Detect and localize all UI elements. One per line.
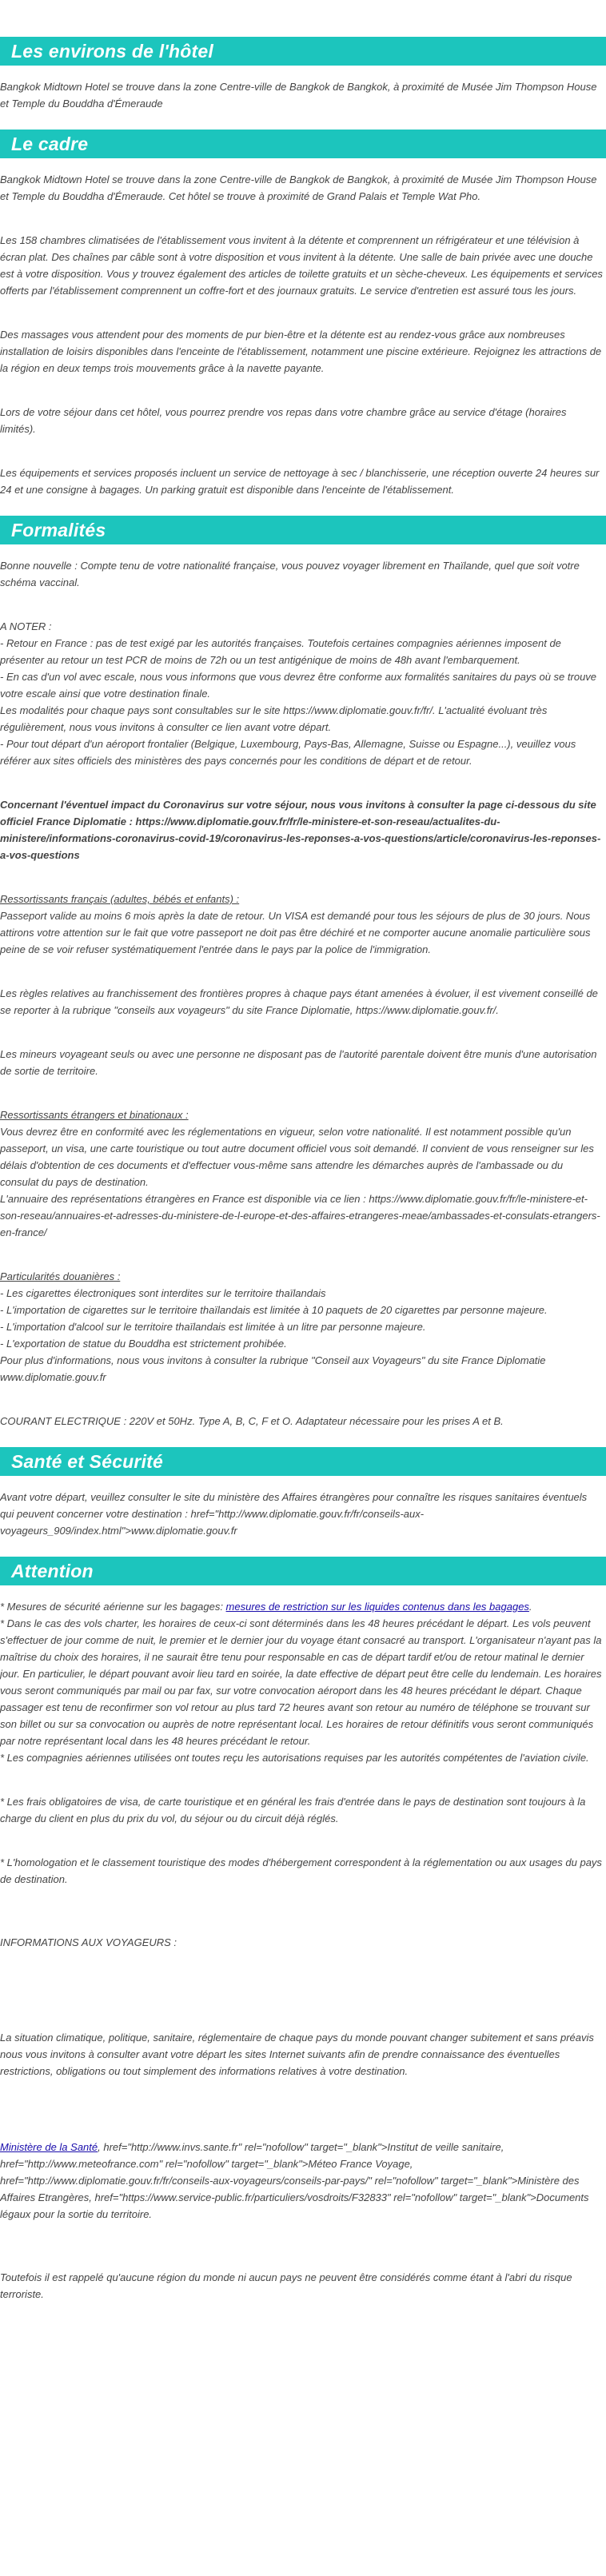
note-block	[0, 618, 604, 769]
securite-suffix: .	[528, 1601, 532, 1613]
cadre-paragraph: Des massages vous attendent pour des moments de pur bien-être et la détente est au rendez-vous grâce aux nombreuses installation de loisirs disponibles dans l'enceinte de l'établissement, notamment une piscine extérieure. Rejoignez les attractions de la région en deux temps trois mouvements grâce à la navette payante.	[0, 329, 602, 374]
liquids-restriction-link[interactable]: mesures de restriction sur les liquides contenus dans les bagages	[225, 1601, 529, 1613]
ressortissants-fr-text: Passeport valide au moins 6 mois après la date de retour. Un VISA est demandé pour tous les séjours de plus de 30 jours. Nous attirons votre attention sur le fait que votre passeport ne doit pas être déchiré et ne comporter aucune anomalie particulière sous peine de se voir refuser systématiquement l'entrée dans le pays par la police de l'immigration.	[0, 910, 591, 955]
note-line: - Pour tout départ d'un aéroport frontalier (Belgique, Luxembourg, Pays-Bas, Allemagne, Suisse ou Espagne...), veuillez vous référer aux sites officiels des ministères des pays concernés pour les conditions de départ et de retour.	[0, 738, 576, 767]
sites-text: , href="http://www.invs.sante.fr" rel="nofollow" target="_blank">Institut de veille sanitaire, href="http://www.meteofrance.com" rel="nofollow" target="_blank">Méteo France Voyage, href="http://www.diplomatie.gouv.fr/fr/conseils-aux-voyageurs/conseils-par-pays/" rel="nofollow" target="_blank">Ministère des Affaires Etrangères, href="https://www.service-public.fr/particuliers/vosdroits/F32833" rel="nofollow" target="_blank">Documents légaux pour la sortie du territoire.	[0, 2141, 589, 2220]
note-line: - En cas d'un vol avec escale, nous vous informons que vous devrez être conforme aux formalités sanitaires du pays où se trouve votre escale ainsi que votre destination finale.	[0, 671, 597, 700]
douane-line: - L'importation d'alcool sur le territoire thaïlandais est limitée à un litre par personne majeure.	[0, 1321, 426, 1333]
ministere-sante-link[interactable]: Ministère de la Santé	[0, 2141, 98, 2153]
attention-content	[0, 1598, 606, 2303]
cadre-content	[0, 171, 606, 498]
douane-line: - Les cigarettes électroniques sont interdites sur le territoire thaïlandais	[0, 1287, 326, 1299]
douane-title: Particularités douanières :	[0, 1270, 121, 1282]
sante-content	[0, 1489, 606, 1539]
situation-line: La situation climatique, politique, sanitaire, réglementaire de chaque pays du monde pouvant changer subitement et sans préavis	[0, 2032, 594, 2044]
terrorisme-text: Toutefois il est rappelé qu'aucune région du monde ni aucun pays ne peuvent être considérés comme étant à l'abri du risque terroriste.	[0, 2271, 572, 2300]
sites-block	[0, 2139, 604, 2223]
sante-text: Avant votre départ, veuillez consulter le site du ministère des Affaires étrangères pour connaître les risques sanitaires éventuels qui peuvent concerner votre destination : href="http://www.diplomatie.gouv.fr/fr/conseils-aux-voyageurs_909/index.html">www.diplomatie.gouv.fr	[0, 1491, 588, 1537]
attention-list	[0, 1598, 604, 1766]
note-line: Les modalités pour chaque pays sont consultables sur le site https://www.diplomatie.gouv.fr/fr/. L'actualité évoluant très régulièrement, nous vous invitons à consulter ce lien avant votre départ.	[0, 704, 548, 733]
section-title-formalites: Formalités	[0, 516, 606, 544]
page	[0, 37, 606, 2336]
section-title-environs: Les environs de l'hôtel	[0, 37, 606, 66]
situation-block	[0, 2029, 604, 2080]
situation-line: nous vous invitons à consulter avant votre départ les sites Internet suivants afin de prendre connaissance des éventuelles restrictions, obligations ou tout simplement des informations relatives à votre destination.	[0, 2048, 560, 2077]
courant-text: COURANT ELECTRIQUE : 220V et 50Hz. Type A, B, C, F et O. Adaptateur nécessaire pour les prises A et B.	[0, 1415, 504, 1427]
douane-line: - L'exportation de statue du Bouddha est strictement prohibée.	[0, 1338, 287, 1350]
cadre-paragraph: Lors de votre séjour dans cet hôtel, vous pourrez prendre vos repas dans votre chambre grâce au service d'étage (horaires limités).	[0, 406, 567, 435]
section-title-cadre: Le cadre	[0, 130, 606, 158]
frais-item: * Les frais obligatoires de visa, de carte touristique et en général les frais d'entrée dans le pays de destination sont toujours à la charge du client en plus du prix du vol, du séjour ou du circuit déjà réglés.	[0, 1796, 586, 1824]
homologation-item: * L'homologation et le classement touristique des modes d'hébergement correspondent à la réglementation ou aux usages du pays de destination.	[0, 1856, 602, 1885]
securite-prefix: * Mesures de sécurité aérienne sur les bagages:	[0, 1601, 226, 1613]
cadre-paragraph: Les équipements et services proposés incluent un service de nettoyage à sec / blanchisserie, une réception ouverte 24 heures sur 24 et une consigne à bagages. Un parking gratuit est disponible dans l'enceinte de l'établissement.	[0, 467, 600, 496]
cadre-paragraph: Bangkok Midtown Hotel se trouve dans la zone Centre-ville de Bangkok de Bangkok, à proximité de Musée Jim Thompson House et Temple du Bouddha d'Émeraude. Cet hôtel se trouve à proximité de Grand Palais et Temple Wat Pho.	[0, 173, 597, 202]
formalites-intro: Bonne nouvelle : Compte tenu de votre nationalité française, vous pouvez voyager librement en Thaïlande, quel que soit votre schéma vaccinal.	[0, 560, 580, 588]
compagnies-item: * Les compagnies aériennes utilisées ont toutes reçu les autorisations requises par les autorités compétentes de l'aviation civile.	[0, 1752, 589, 1764]
regles-text: Les règles relatives au franchissement des frontières propres à chaque pays étant amenées à évoluer, il est vivement conseillé de se reporter à la rubrique "conseils aux voyageurs" du site France Diplomatie, https://www.diplomatie.gouv.fr/.	[0, 987, 598, 1016]
cadre-paragraph: Les 158 chambres climatisées de l'établissement vous invitent à la détente et comprennent un réfrigérateur et une télévision à écran plat. Des chaînes par câble sont à votre disposition et vous invitent à la détente. Une salle de bain privée avec une douche est à votre disposition. Vous y trouvez également des articles de toilette gratuits et un sèche-cheveux. Les équipements et services offerts par l'établissement comprennent un coffre-fort et des journaux gratuits. Le service d'entretien est assuré tous les jours.	[0, 234, 603, 297]
formalites-content	[0, 557, 606, 1430]
douane-block	[0, 1268, 604, 1386]
covid-notice: Concernant l'éventuel impact du Coronavirus sur votre séjour, nous vous invitons à consulter la page ci-dessous du site officiel France Diplomatie : https://www.diplomatie.gouv.fr/fr/le-ministere-et-son-reseau/actualites-du-ministere/informations-coronavirus-covid-19/coronavirus-les-reponses-a-vos-questions/article/coronavirus-les-reponses-a-vos-questions	[0, 799, 601, 861]
charter-item: * Dans le cas des vols charter, les horaires de ceux-ci sont déterminés dans les 48 heures précédant le départ. Les vols peuvent s'effectuer de jour comme de nuit, le premier et le dernier jour du voyage étant consacré au transport. L'organisateur n'ayant pas la maîtrise du choix des horaires, il ne saurait être tenu pour responsable en cas de départ tardif et/ou de retour matinal le dernier jour. En particulier, le départ pouvant avoir lieu tard en soirée, la date effective de départ peut être celle du lendemain. Les horaires vous seront communiqués par mail ou par fax, sur votre convocation aéroport dans les 48 heures précédant le départ. Chaque passager est tenu de reconfirmer son vol retour au plus tard 72 heures avant son retour au numéro de téléphone se trouvant sur son billet ou sur sa convocation ou auprès de notre représentant local. Les horaires de retour définitifs vous seront communiqués par notre représentant local dans les 48 heures précédant le retour.	[0, 1617, 602, 1747]
ressortissants-etr-title: Ressortissants étrangers et binationaux :	[0, 1109, 189, 1121]
environs-content	[0, 78, 606, 112]
ressortissants-etr-block	[0, 1107, 604, 1241]
mineurs-text: Les mineurs voyageant seuls ou avec une personne ne disposant pas de l'autorité parentale doivent être munis d'une autorisation de sortie de territoire.	[0, 1048, 597, 1077]
annuaire-text: L'annuaire des représentations étrangères en France est disponible via ce lien : https://www.diplomatie.gouv.fr/fr/le-ministere-et-son-reseau/annuaires-et-adresses-du-ministere-de-l-europe-et-des-affaires-etrangeres-meae/ambassades-et-consulats-etrangers-en-france/	[0, 1193, 600, 1238]
douane-line: Pour plus d'informations, nous vous invitons à consulter la rubrique "Conseil aux Voyageurs" du site France Diplomatie www.diplomatie.gouv.fr	[0, 1354, 546, 1383]
section-title-attention: Attention	[0, 1557, 606, 1585]
ressortissants-fr-block	[0, 891, 604, 958]
douane-line: - L'importation de cigarettes sur le territoire thaïlandais est limitée à 10 paquets de 20 cigarettes par personne majeure.	[0, 1304, 548, 1316]
info-title: INFORMATIONS AUX VOYAGEURS :	[0, 1936, 177, 1948]
securite-item	[0, 1598, 604, 1615]
environs-text: Bangkok Midtown Hotel se trouve dans la zone Centre-ville de Bangkok de Bangkok, à proximité de Musée Jim Thompson House et Temple du Bouddha d'Émeraude	[0, 81, 597, 110]
ressortissants-fr-title: Ressortissants français (adultes, bébés et enfants) :	[0, 893, 240, 905]
section-title-sante: Santé et Sécurité	[0, 1447, 606, 1476]
ressortissants-etr-text: Vous devrez être en conformité avec les réglementations en vigueur, selon votre nationalité. Il est notamment possible qu'un passeport, un visa, une carte touristique ou tout autre document officiel vous soit demandé. Il convient de vous renseigner sur les délais d'obtention de ces documents et d'effectuer vous-même sans attendre les démarches auprès de l'ambassade ou du consulat du pays de destination.	[0, 1126, 594, 1188]
note-title: A NOTER :	[0, 620, 52, 632]
note-line: - Retour en France : pas de test exigé par les autorités françaises. Toutefois certaines compagnies aériennes imposent de présenter au retour un test PCR de moins de 72h ou un test antigénique de moins de 48h avant l'embarquement.	[0, 637, 561, 666]
